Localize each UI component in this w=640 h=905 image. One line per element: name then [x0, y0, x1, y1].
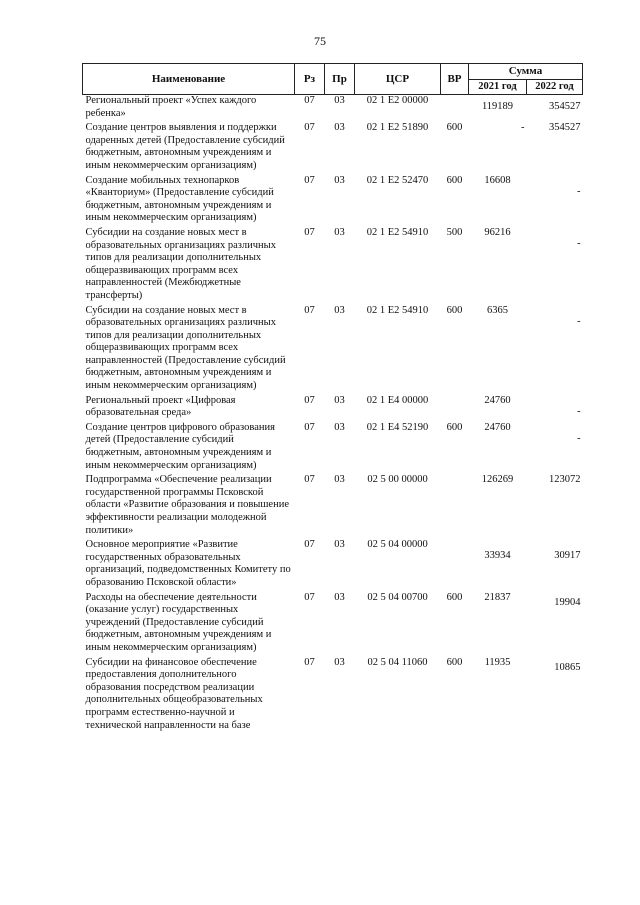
row-vr: 500	[446, 226, 463, 238]
row-csr: 02 1 E2 00000	[366, 95, 429, 106]
row-2022: 354527	[549, 101, 581, 112]
table-row	[83, 304, 583, 394]
row-pr: 03	[334, 539, 345, 551]
row-2021: 11935	[484, 656, 511, 668]
row-pr: 03	[334, 174, 345, 186]
table-header	[83, 64, 583, 95]
row-vr	[441, 473, 469, 538]
row-csr: 02 1 E2 51890	[366, 122, 429, 134]
row-pr: 03	[334, 95, 345, 106]
row-vr: 600	[446, 421, 463, 433]
row-2021: 96216	[484, 226, 511, 238]
header-csr: ЦСР	[355, 64, 441, 95]
row-rz: 07	[304, 591, 315, 603]
row-2022: 30917	[554, 550, 581, 562]
row-rz: 07	[304, 304, 315, 316]
row-2021: 33934	[484, 550, 511, 562]
row-rz: 07	[304, 656, 315, 668]
row-2022: -	[577, 237, 581, 249]
row-rz: 07	[304, 474, 315, 486]
row-2021: 6365	[487, 304, 508, 316]
row-2021: 119189	[481, 101, 514, 112]
row-name: Расходы на обеспечение деятельности (оказание услуг) государственных учреждений (Предоставление субсидий бюджетным, автономным учреждениям и иным некоммерческим организациям)	[85, 591, 272, 653]
row-2022: -	[577, 315, 581, 327]
row-name: Субсидии на финансовое обеспечение предоставления дополнительного образования посредством реализации дополнительных общеобразовательных программ естественно-научной и технической направленности на базе	[85, 656, 263, 731]
table-row	[83, 174, 583, 226]
row-2022: 123072	[549, 474, 581, 486]
row-rz: 07	[304, 95, 315, 106]
row-2021: 24760	[484, 421, 511, 433]
row-vr	[441, 538, 469, 590]
row-2022: 10865	[554, 661, 581, 673]
header-name: Наименование	[83, 64, 295, 95]
row-2021: 24760	[484, 394, 511, 406]
header-sum: Сумма	[469, 64, 583, 80]
row-csr: 02 1 E2 54910	[366, 226, 429, 238]
row-2021: -	[521, 122, 525, 134]
row-name: Субсидии на создание новых мест в образовательных организациях различных типов для реализации дополнительных общеразвивающих программ всех направленностей (Межбюджетные трансферты)	[85, 226, 276, 301]
row-pr: 03	[334, 394, 345, 406]
header-2022: 2022 год	[527, 80, 583, 95]
page-number: 75	[314, 34, 326, 48]
row-name: Региональный проект «Цифровая образовательная среда»	[85, 394, 236, 419]
row-name: Региональный проект «Успех каждого ребенка»	[85, 95, 257, 119]
row-pr: 03	[334, 226, 345, 238]
table-row	[83, 473, 583, 538]
table-row	[83, 538, 583, 590]
row-name: Создание центров цифрового образования детей (Предоставление субсидий бюджетным, автономным учреждениям и иным некоммерческим организациям)	[85, 421, 275, 471]
row-rz: 07	[304, 421, 315, 433]
row-vr	[441, 394, 469, 421]
row-pr: 03	[334, 656, 345, 668]
table-row	[83, 226, 583, 304]
row-csr: 02 1 E4 00000	[366, 394, 429, 406]
header-rz: Рз	[295, 64, 325, 95]
table-row	[83, 421, 583, 473]
row-csr: 02 1 E2 52470	[366, 174, 429, 186]
row-pr: 03	[334, 591, 345, 603]
row-pr: 03	[334, 474, 345, 486]
row-rz: 07	[304, 226, 315, 238]
row-pr: 03	[334, 421, 345, 433]
row-2021: 21837	[484, 591, 511, 603]
row-2022: 19904	[554, 596, 581, 608]
table-row	[83, 591, 583, 656]
row-2021: 16608	[484, 174, 511, 186]
table-row	[83, 656, 583, 734]
table-row	[83, 121, 583, 173]
row-pr: 03	[334, 304, 345, 316]
row-rz: 07	[304, 122, 315, 134]
row-csr: 02 5 00 00000	[367, 474, 428, 486]
row-rz: 07	[304, 539, 315, 551]
budget-table	[82, 63, 583, 733]
row-name: Подпрограмма «Обеспечение реализации государственной программы Псковской области «Развитие образования и повышение эффективности реализации молодежной политики»	[85, 474, 289, 536]
row-2022: -	[577, 405, 581, 417]
row-2022: -	[577, 432, 581, 444]
row-csr: 02 5 04 00000	[367, 539, 428, 551]
row-name: Создание мобильных технопарков «Кванториум» (Предоставление субсидий бюджетным, автономным учреждениям и иным некоммерческим организациям)	[85, 174, 274, 224]
row-csr: 02 5 04 11060	[367, 656, 428, 668]
row-vr: 600	[446, 591, 463, 603]
row-csr: 02 1 E4 52190	[366, 421, 429, 433]
row-vr	[441, 95, 469, 122]
row-2022: 354527	[549, 122, 581, 134]
row-rz: 07	[304, 174, 315, 186]
table-row	[83, 95, 583, 122]
row-2021: 126269	[481, 474, 514, 486]
row-name: Создание центров выявления и поддержки одаренных детей (Предоставление субсидий бюджетным, автономным учреждениям и иным некоммерческим организациям)	[85, 122, 285, 171]
row-csr: 02 5 04 00700	[367, 591, 428, 603]
table-body	[83, 95, 583, 734]
row-name: Субсидии на создание новых мест в образовательных организациях различных типов для реализации дополнительных общеразвивающих программ всех направленностей (Предоставление субсидий бюджетным, автономным учреждениям и иным некоммерческим организациям)	[85, 304, 286, 392]
row-rz: 07	[304, 394, 315, 406]
row-vr: 600	[446, 122, 463, 134]
header-pr: Пр	[325, 64, 355, 95]
row-pr: 03	[334, 122, 345, 134]
row-csr: 02 1 E2 54910	[366, 304, 429, 316]
row-name: Основное мероприятие «Развитие государственных образовательных организаций, подведомственных Комитету по образованию Псковской области»	[85, 539, 291, 588]
row-2022: -	[577, 185, 581, 197]
header-vr: ВР	[441, 64, 469, 95]
header-2021: 2021 год	[469, 80, 527, 95]
row-vr: 600	[446, 174, 463, 186]
row-vr: 600	[446, 304, 463, 316]
row-vr: 600	[446, 656, 463, 668]
table-row	[83, 394, 583, 421]
